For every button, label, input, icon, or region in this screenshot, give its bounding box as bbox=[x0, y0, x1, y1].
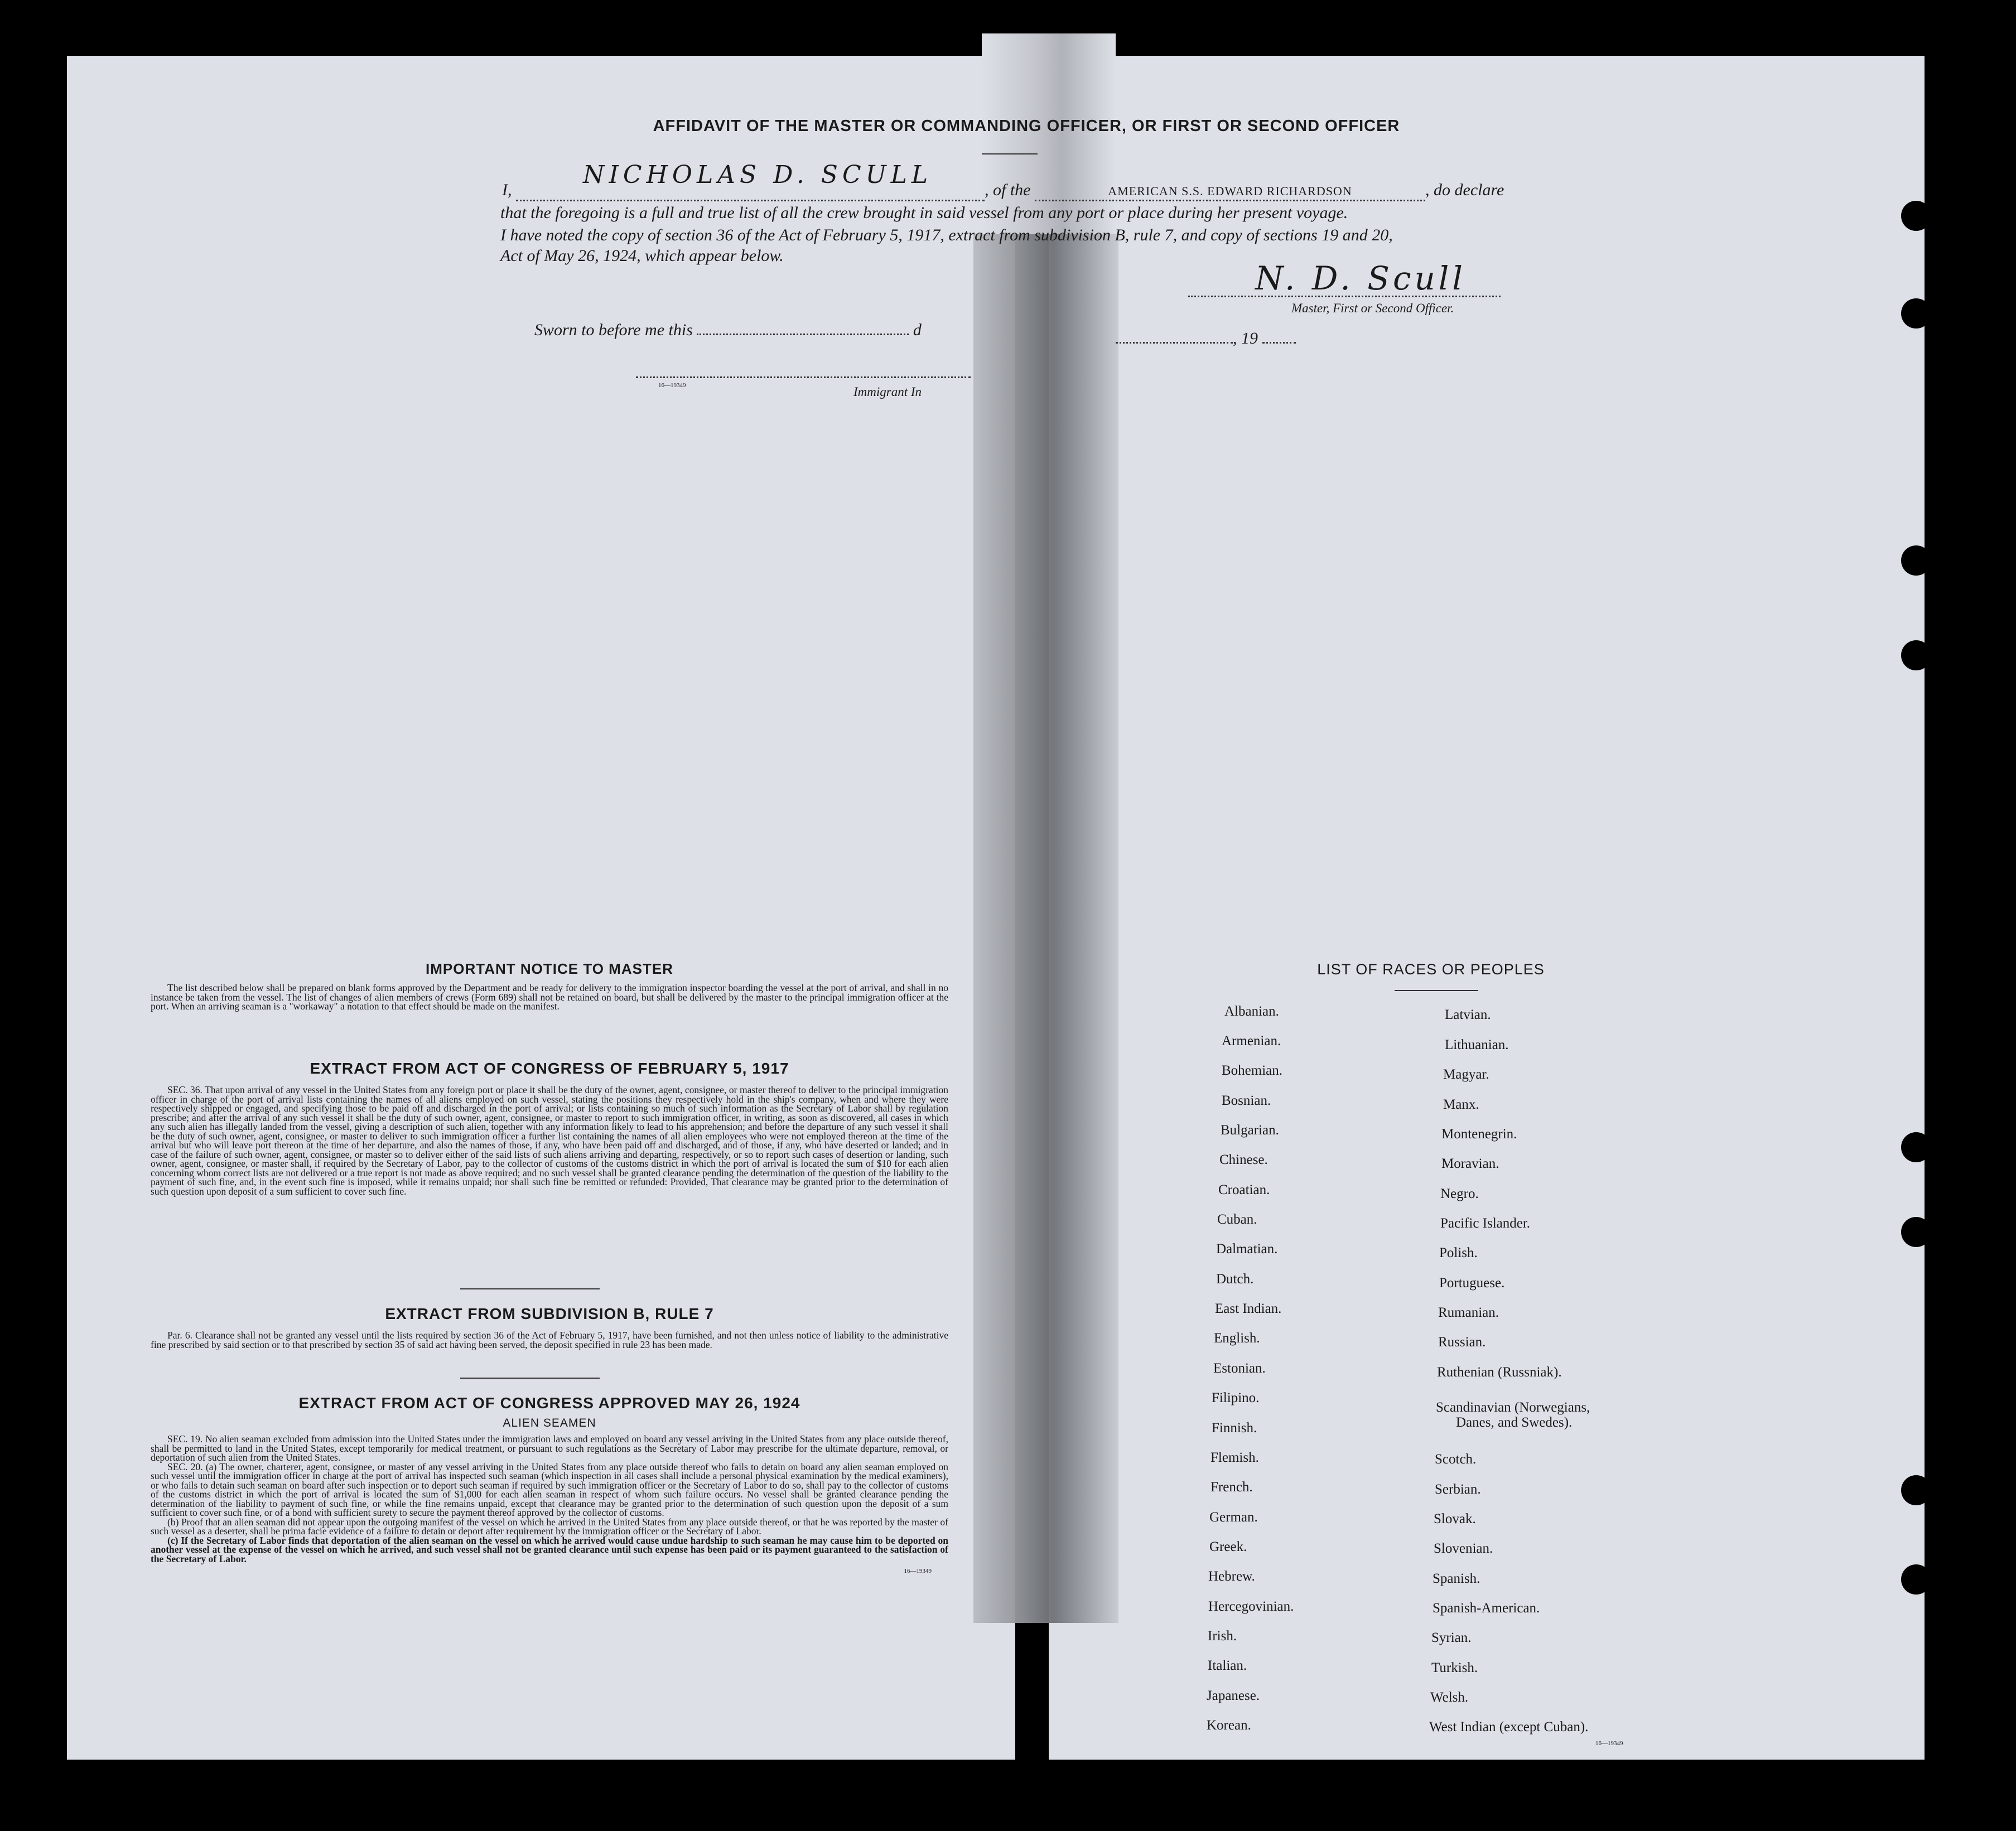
race-item: Spanish-American. bbox=[1433, 1601, 1540, 1616]
officer-signature: N. D. Scull bbox=[1255, 259, 1466, 297]
race-item: Croatian. bbox=[1218, 1182, 1270, 1197]
extract-1917-section bbox=[151, 1060, 948, 1196]
race-item: Serbian. bbox=[1435, 1482, 1481, 1497]
race-item: Slovak. bbox=[1434, 1511, 1476, 1526]
i-label: I, bbox=[502, 181, 512, 199]
subdivision-title: EXTRACT FROM SUBDIVISION B, RULE 7 bbox=[385, 1305, 714, 1322]
subdivision-section bbox=[151, 1305, 948, 1349]
affidavit-line2: that the foregoing is a full and true list of all the crew brought in said vessel from any port or place during her present voyage. bbox=[500, 204, 1348, 222]
race-item: Japanese. bbox=[1207, 1688, 1260, 1703]
sworn-year bbox=[1116, 329, 1296, 348]
race-item: Chinese. bbox=[1219, 1152, 1268, 1167]
race-item: Bohemian. bbox=[1222, 1063, 1283, 1078]
title-divider bbox=[982, 153, 1038, 154]
race-item: Hercegovinian. bbox=[1208, 1599, 1294, 1614]
race-item: Cuban. bbox=[1217, 1212, 1257, 1227]
affidavit-line4: Act of May 26, 1924, which appear below. bbox=[500, 247, 784, 265]
race-item: Armenian. bbox=[1222, 1033, 1281, 1049]
signature-caption: Master, First or Second Officer. bbox=[1291, 301, 1454, 315]
race-item: Hebrew. bbox=[1208, 1569, 1255, 1584]
race-item: Latvian. bbox=[1445, 1007, 1491, 1022]
race-item: Scandinavian (Norwegians, bbox=[1436, 1400, 1590, 1415]
sworn-month-field bbox=[1116, 342, 1233, 344]
form-number-bottom-right: 16—19349 bbox=[1595, 1740, 1623, 1747]
race-item: Portuguese. bbox=[1439, 1276, 1505, 1291]
sworn-year-field bbox=[1262, 342, 1296, 344]
do-declare-label: , do declare bbox=[1425, 181, 1504, 199]
race-item: Flemish. bbox=[1210, 1450, 1259, 1465]
document-right-page bbox=[1049, 56, 1925, 1760]
race-item: Lithuanian. bbox=[1445, 1037, 1509, 1052]
punch-hole bbox=[1901, 640, 1931, 670]
race-item: Korean. bbox=[1207, 1718, 1251, 1733]
declarant-name: NICHOLAS D. SCULL bbox=[583, 161, 933, 189]
punch-hole bbox=[1901, 1475, 1931, 1505]
race-item: Negro. bbox=[1440, 1186, 1479, 1201]
extract-1917-title: EXTRACT FROM ACT OF CONGRESS OF FEBRUARY 5, 1917 bbox=[310, 1060, 789, 1077]
race-item: Irish. bbox=[1208, 1629, 1237, 1644]
punch-hole bbox=[1901, 1132, 1931, 1162]
of-the-label: , of the bbox=[985, 181, 1031, 199]
sec-20b-text: (b) Proof that an alien seaman did not appear upon the outgoing manifest of the vessel on which he arrived in the United States from any place outside thereof, or that he was reported by the master of such vessel as a deserter, shall be prima facie evidence of a failure to detain or deport after requirement by the immigration officer or the Secretary of Labor. bbox=[151, 1516, 948, 1537]
affidavit-line3: I have noted the copy of section 36 of the Act of February 5, 1917, extract from subdivision B, rule 7, and copy of sections 19 and 20, bbox=[500, 226, 1393, 244]
sec-20c-text: (c) If the Secretary of Labor finds that deportation of the alien seaman on the vessel on which he arrived would cause undue hardship to such seaman he may cause him to be deported on another vessel at the expense of the vessel on which he arrived, and such vessel shall not be granted clearance until such expense has been paid or its payment guaranteed to the satisfaction of the Secretary of Labor. bbox=[151, 1534, 948, 1564]
affidavit-line1 bbox=[502, 161, 1562, 201]
race-item: Ruthenian (Russniak). bbox=[1437, 1365, 1562, 1380]
race-item: Montenegrin. bbox=[1441, 1127, 1517, 1142]
vessel-name: AMERICAN S.S. EDWARD RICHARDSON bbox=[1108, 184, 1352, 198]
race-item: East Indian. bbox=[1215, 1301, 1282, 1316]
sworn-line bbox=[534, 321, 922, 340]
punch-hole bbox=[1901, 298, 1931, 328]
race-item: Spanish. bbox=[1433, 1571, 1480, 1586]
notice-text: The list described below shall be prepared on blank forms approved by the Department and be ready for delivery to the immigration inspector boarding the vessel at the port of arrival, and shall in no instance be taken from the vessel. The list of changes of alien members of crews (Form 689) shall not be retained on board, but shall be delivered by the master to the principal immigration officer at the port. When an arriving seaman is a "workaway" a notation to that effect should be made on the manifest. bbox=[151, 982, 948, 1012]
sec-20a-text: SEC. 20. (a) The owner, charterer, agent, consignee, or master of any vessel arriving in the United States from any place outside thereof who fails to detain on board any alien seaman employed on such vessel until the immigration officer in charge at the port of arrival has inspected such seaman (which inspection in all cases shall include a personal physical examination by the medical examiners), or who fails to detain such seaman on board after such inspection or to deport such seaman if required by such immigration officer or the Secretary of Labor to do so, shall pay to the collector of customs of the customs district in which the port of arrival is located the sum of $1,000 for each alien seaman in respect of whom such failure occurs. No vessel shall be granted clearance pending the determination of the liability to payment of such fine, or while the fine remains unpaid, except that clearance may be granted prior to the determination of such question upon the deposit of a sum sufficient to cover such fine, or of a bond with sufficient surety to secure the payment thereof approved by the collector of customs. bbox=[151, 1461, 948, 1518]
signature-line bbox=[1188, 296, 1501, 297]
race-item: Syrian. bbox=[1431, 1630, 1472, 1645]
form-number-bottom-left: 16—19349 bbox=[904, 1568, 932, 1574]
race-item: Moravian. bbox=[1441, 1156, 1499, 1171]
race-item: Rumanian. bbox=[1438, 1305, 1499, 1320]
punch-hole bbox=[1901, 1217, 1931, 1247]
immigrant-inspector-label: Immigrant In bbox=[853, 385, 922, 399]
alien-seamen-subtitle: ALIEN SEAMEN bbox=[503, 1417, 596, 1429]
sec-19-text: SEC. 19. No alien seaman excluded from admission into the United States under the immigration laws and employed on board any vessel arriving in the United States from any place outside thereof, shall be permitted to land in the United States, except temporarily for medical treatment, or pursuant to such regulations as the Secretary of Labor may prescribe for the ultimate departure, removal, or deportation of such alien from the United States. bbox=[151, 1433, 948, 1463]
section-divider bbox=[460, 1288, 600, 1289]
races-divider bbox=[1395, 990, 1478, 991]
inspector-line bbox=[636, 376, 971, 378]
race-item: Magyar. bbox=[1443, 1067, 1489, 1082]
extract-1924-title: EXTRACT FROM ACT OF CONGRESS APPROVED MAY 26, 1924 bbox=[298, 1394, 800, 1412]
notice-section bbox=[151, 960, 948, 1011]
affidavit-title: AFFIDAVIT OF THE MASTER OR COMMANDING OFFICER, OR FIRST OR SECOND OFFICER bbox=[653, 117, 1400, 135]
sworn-d-label: d bbox=[913, 321, 922, 339]
vessel-field bbox=[1035, 181, 1425, 201]
race-item: Dutch. bbox=[1216, 1272, 1254, 1287]
race-item: Bosnian. bbox=[1222, 1093, 1271, 1108]
race-item: Turkish. bbox=[1431, 1660, 1478, 1675]
extract-1917-text: SEC. 36. That upon arrival of any vessel in the United States from any foreign port or place it shall be the duty of the owner, agent, consignee, or master thereof to deliver to the principal immigration officer in charge of the port of arrival lists containing the names of all aliens employed on such vessel, stating the positions they respectively hold in the ship's company, when and where they were respectively shipped or engaged, and specifying those to be paid off and discharged in the port of arrival; or lists containing so much of such information as the Secretary of Labor shall by regulation prescribe; and after the arrival of any such vessel it shall be the duty of such owner, agent, consignee, or master to report to such immigration officer, in writing, as soon as discovered, all cases in which any such alien has illegally landed from the vessel, giving a description of such alien, together with any information likely to lead to his apprehension; and before the departure of any such vessel it shall be the duty of such owner, agent, consignee, or master to deliver to such immigration officer a further list containing the names of all alien employees who were not employed thereon at the time of the arrival but who will leave port thereon at the time of her departure, and also the names of those, if any, who have been paid off and discharged, and of those, if any, who have deserted or landed; and in case of the failure of such owner, agent, consignee, or master so to deliver either of the said lists of such aliens arriving and departing, respectively, or so to report such cases of desertion or landing, such owner, agent, consignee, or master shall, if required by the Secretary of Labor, pay to the collector of customs of the customs district in which the port of arrival is located the sum of $10 for each alien concerning whom correct lists are not delivered or a true report is not made as above required; and no such vessel shall be granted clearance pending the determination of the question of the liability to the payment of such fine, and, in the event such fine is imposed, while it remains unpaid; nor shall such fine be remitted or refunded: Provided, That clearance may be granted prior to the determination of such question upon deposit of a sum sufficient to cover such fine. bbox=[151, 1084, 948, 1197]
race-item: Greek. bbox=[1209, 1539, 1247, 1554]
race-item: Pacific Islander. bbox=[1440, 1216, 1531, 1231]
race-item: Italian. bbox=[1208, 1658, 1247, 1673]
subdivision-text: Par. 6. Clearance shall not be granted any vessel until the lists required by section 36 of the Act of February 5, 1917, have been furnished, and not then unless notice of liability to the administrative fine prescribed by said section or to that prescribed by section 35 of said act having been served, the deposit specified in rule 23 has been made. bbox=[151, 1330, 948, 1350]
race-item: Dalmatian. bbox=[1216, 1241, 1278, 1257]
punch-hole bbox=[1901, 1564, 1931, 1595]
extract-1924-section bbox=[151, 1394, 948, 1574]
race-item: Welsh. bbox=[1430, 1690, 1469, 1705]
sworn-label: Sworn to before me this bbox=[534, 321, 693, 339]
race-item: English. bbox=[1214, 1331, 1260, 1346]
race-item: Finnish. bbox=[1212, 1421, 1257, 1436]
punch-hole bbox=[1901, 201, 1931, 231]
notice-title: IMPORTANT NOTICE TO MASTER bbox=[426, 960, 673, 977]
race-item: French. bbox=[1210, 1480, 1253, 1495]
race-item: Scotch. bbox=[1435, 1452, 1477, 1467]
declarant-name-field bbox=[516, 161, 985, 201]
race-item: Filipino. bbox=[1212, 1390, 1260, 1405]
race-item: West Indian (except Cuban). bbox=[1429, 1719, 1589, 1735]
race-item: Estonian. bbox=[1213, 1361, 1266, 1376]
race-item: Bulgarian. bbox=[1221, 1123, 1279, 1138]
section-divider bbox=[460, 1378, 600, 1379]
race-item: Slovenian. bbox=[1434, 1541, 1493, 1556]
punch-hole bbox=[1901, 545, 1931, 576]
sworn-year-label: , 19 bbox=[1233, 329, 1258, 347]
race-item: Danes, and Swedes). bbox=[1456, 1415, 1573, 1430]
race-item: Albanian. bbox=[1224, 1004, 1279, 1019]
fold-crease bbox=[973, 234, 1118, 1623]
race-item: Polish. bbox=[1439, 1245, 1478, 1260]
race-item: Manx. bbox=[1443, 1097, 1479, 1112]
form-number-top: 16—19349 bbox=[658, 382, 686, 389]
race-item: Russian. bbox=[1438, 1335, 1486, 1350]
sworn-day-field bbox=[697, 334, 909, 335]
races-title: LIST OF RACES OR PEOPLES bbox=[1317, 961, 1545, 978]
race-item: German. bbox=[1209, 1510, 1258, 1525]
